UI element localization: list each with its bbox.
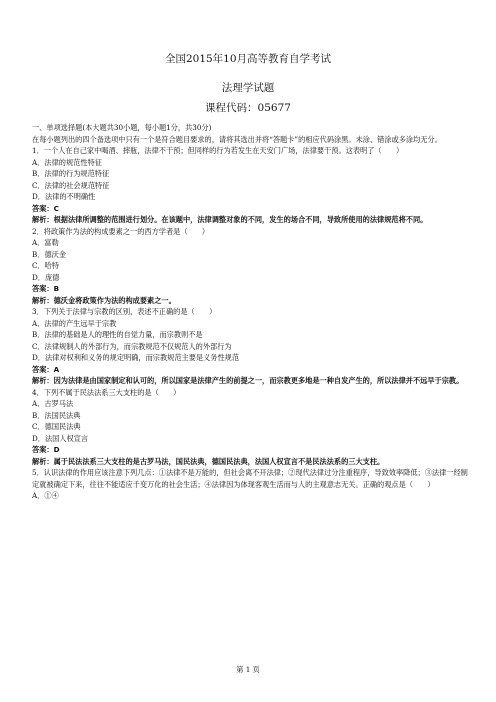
exam-body [32,122,472,502]
question-stem: 4．下列不属于民法法系三大支柱的是（ ） [32,387,181,397]
question-stem: 3．下列关于法律与宗教的区别，表述不正确的是（ ） [32,307,217,316]
question-option: C．法律的社会规范特征 [32,180,110,190]
question-option: D．法国人权宣言 [32,433,89,443]
question-option: C．哈特 [32,261,60,270]
exam-subject: 法理学试题 [221,82,275,94]
question-answer: 答案：B [32,284,60,293]
question-option: C．德国民法典 [32,422,81,431]
question-option: A．①④ [32,491,59,500]
question-option: B．德沃金 [32,249,67,259]
question-explanation: 解析：德沃金将政策作为法的构成要素之一。 [32,295,176,305]
question-answer: 答案：A [32,364,60,374]
question-option: D．庞德 [32,272,60,282]
question-option: A．富勒 [32,238,59,247]
question-stem: 5．认识法律的作用应该注意下列几点：①法律不是万能的，但社会离不开法律；②现代法律过分注重程序，导致效率降低；③法律一经制定就被确定下来，往往不能适应千变万化的社会生活；④法律因为体现客观生活而与人的主观意志无关。正确的观点是（ ） [32,468,468,489]
exam-title: 全国2015年10月高等教育自学考试 [164,53,332,65]
question-option: B．法国民法典 [32,410,81,420]
question-explanation: 解析：根据法律所调整的范围进行划分。在该题中，法律调整对象的不同，发生的场合不同，导致所使用的法律规范将不同。 [32,215,428,224]
question-explanation: 解析：因为法律是由国家制定和认可的，所以国家是法律产生的前提之一，而宗教更多地是一种自发产生的，所以法律并不远早于宗教。 [32,376,464,385]
question-option: D．法律对权利和义务的规定明确，而宗教规范主要是义务性规范 [32,353,240,362]
question-option: A．法律的规范性特征 [32,157,102,167]
question-option: C．法律规制人的外部行为，而宗教规范不仅规范人的外部行为 [32,341,232,351]
page-number: 第 1 页 [236,665,260,674]
question-answer: 答案：D [32,445,60,454]
question-stem: 2．将政策作为法的构成要素之一的西方学者是（ ） [32,226,210,236]
question-option: B．法律的基础是人的理性的自觉力量，而宗教则不是 [32,330,203,339]
question-option: D．法律的不明确性 [32,192,96,201]
question-option: B．法律的行为规范特征 [32,169,110,178]
question-option: A．古罗马法 [32,399,74,408]
question-answer: 答案：C [32,203,59,213]
section-instruction: 在每小题列出的四个备选项中只有一个是符合题目要求的，请将其选出并将“答题卡”的相应代码涂黑。未涂、错涂或多涂均无分。 [32,134,442,144]
question-explanation: 解析：属于民法法系三大支柱的是古罗马法，国民法典，德国民法典，法国人权宣言不是民法法系的三大支柱。 [32,456,385,466]
course-code: 课程代码：05677 [205,102,291,114]
question-stem: 1．一个人在自己家中喝酒、摔瓶，法律不干预；但同样的行为若发生在天安门广场，法律要干预。这表明了（ ） [32,146,404,155]
question-option: A．法律的产生远早于宗教 [32,318,117,328]
section-heading: 一、单项选择题(本大题共30小题，每小题1分，共30分) [32,123,212,132]
